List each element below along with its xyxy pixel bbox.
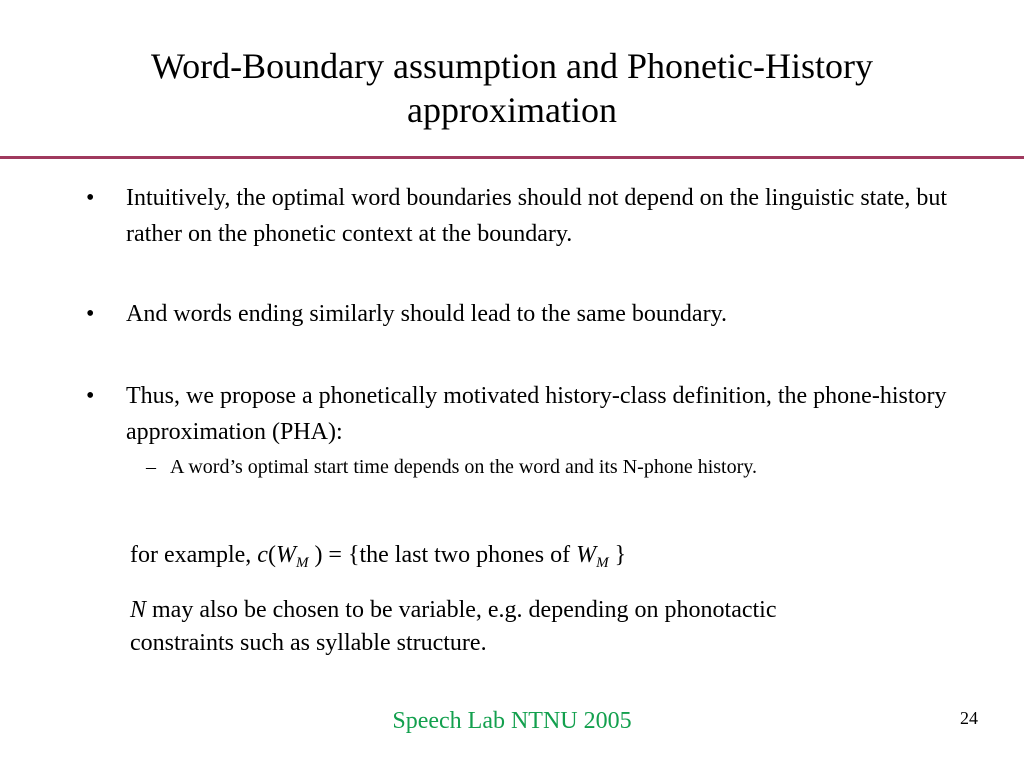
bullet-text: Intuitively, the optimal word boundaries should not depend on the linguistic state, but rather on the phonetic context at the boundary. xyxy=(126,185,947,247)
formula-close-brace: } xyxy=(608,542,627,568)
bullet-marker: • xyxy=(86,185,95,211)
formula-prefix: for example, xyxy=(130,542,258,568)
sub-bullet-text: A word’s optimal start time depends on the word and its N-phone history. xyxy=(170,456,757,478)
formula-set-text: the last two phones of xyxy=(359,542,577,568)
bullet-marker: • xyxy=(86,383,95,409)
slide-footer: Speech Lab NTNU 2005 xyxy=(392,708,632,734)
formula-variable: W xyxy=(275,542,296,568)
formula-function: c xyxy=(257,542,268,568)
note-variable: N xyxy=(130,597,147,623)
formula-open-paren: ( xyxy=(267,542,276,568)
bullet-item-similar-endings xyxy=(86,296,966,332)
bullet-text: Thus, we propose a phonetically motivated history-class definition, the phone-history approximation (PHA): xyxy=(126,383,947,445)
slide-title xyxy=(40,44,984,132)
title-line-2: approximation xyxy=(407,90,617,130)
formula-equals-brace: ) = { xyxy=(308,542,360,568)
variable-n-note xyxy=(130,594,830,660)
bullet-item-pha-definition xyxy=(86,378,966,450)
formula-variable-2: W xyxy=(576,542,597,568)
formula-subscript: M xyxy=(295,555,309,571)
note-text: may also be chosen to be variable, e.g. depending on phonotactic constraints such as syllable structure. xyxy=(130,597,777,656)
example-formula xyxy=(130,538,626,572)
formula-subscript-2: M xyxy=(596,555,609,571)
bullet-item-boundaries xyxy=(86,180,966,252)
title-line-1: Word-Boundary assumption and Phonetic-History xyxy=(150,46,873,86)
title-divider xyxy=(0,156,1024,159)
page-number: 24 xyxy=(960,708,978,728)
bullet-marker: • xyxy=(86,301,95,327)
sub-bullet-marker: – xyxy=(146,456,156,478)
sub-bullet-start-time xyxy=(146,452,966,482)
bullet-text: And words ending similarly should lead to the same boundary. xyxy=(126,301,728,327)
